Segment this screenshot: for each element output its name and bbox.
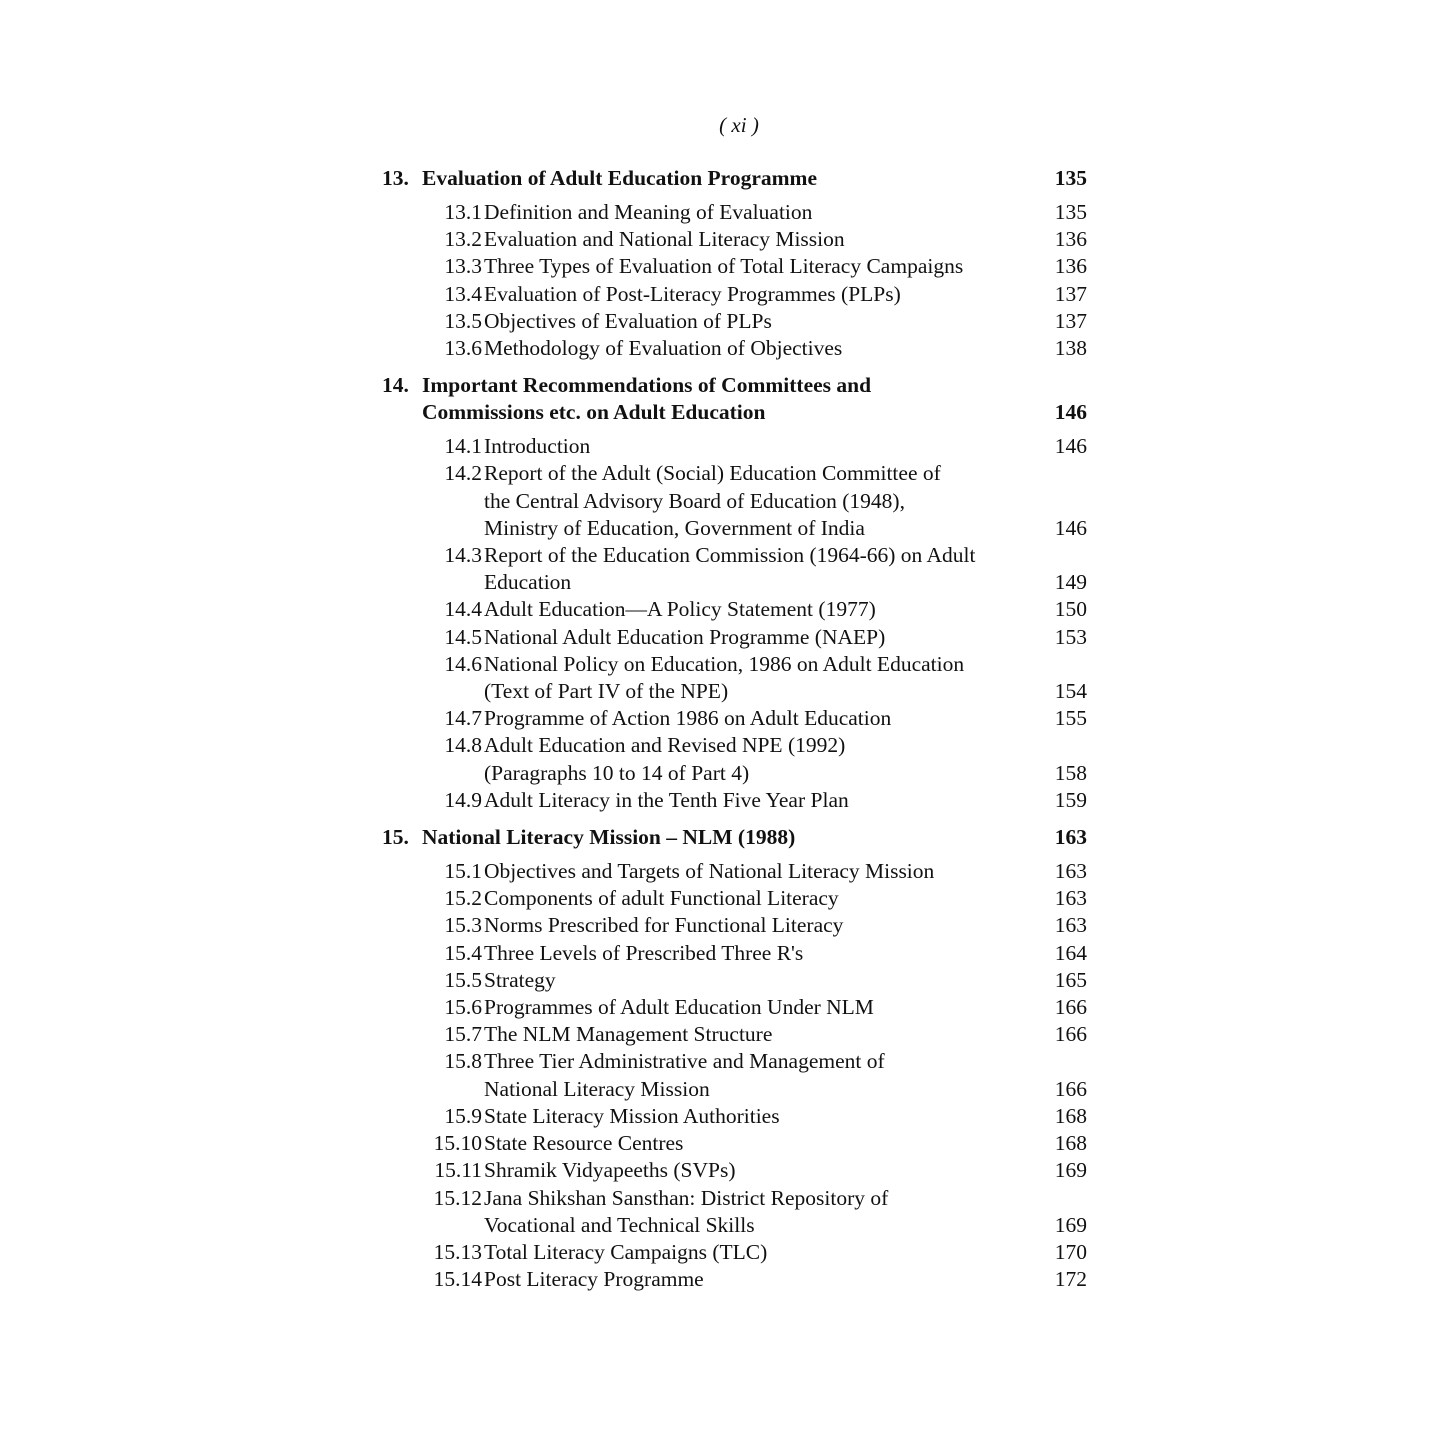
section-number: 13.6 <box>444 336 482 361</box>
section-entry <box>382 705 1087 732</box>
section-page: 137 <box>1054 281 1087 306</box>
chapter-heading <box>382 824 1087 851</box>
section-entry <box>382 433 1087 460</box>
section-page: 163 <box>1054 886 1087 911</box>
section-entry <box>382 967 1087 994</box>
section-page: 170 <box>1054 1239 1087 1264</box>
section-title: Three Tier Administrative and Management of National Literacy Mission <box>484 1049 885 1101</box>
section-entry <box>382 1157 1087 1184</box>
section-title: Three Types of Evaluation of Total Literacy Campaigns <box>484 254 964 279</box>
section-number: 13.1 <box>444 200 482 224</box>
section-number: 14.8 <box>444 733 482 758</box>
section-page: 169 <box>1054 1158 1087 1183</box>
section-title: Methodology of Evaluation of Objectives <box>484 336 843 361</box>
section-title: Norms Prescribed for Functional Literacy <box>484 913 844 938</box>
section-page: 165 <box>1054 967 1087 992</box>
section-page: 155 <box>1054 706 1087 731</box>
section-entry <box>382 732 1087 786</box>
section-entry <box>382 460 1087 542</box>
chapter-block <box>382 165 1087 362</box>
section-page: 137 <box>1054 308 1087 333</box>
chapter-number: 13. <box>382 166 409 190</box>
section-entry <box>382 199 1087 226</box>
section-number: 15.14 <box>433 1267 482 1292</box>
section-entry <box>382 1048 1087 1102</box>
section-number: 13.3 <box>444 254 482 279</box>
section-page: 136 <box>1054 227 1087 252</box>
section-number: 15.3 <box>444 913 482 938</box>
section-number: 14.2 <box>444 461 482 486</box>
section-number: 14.6 <box>444 651 482 676</box>
section-title: Adult Education—A Policy Statement (1977) <box>484 597 876 622</box>
chapter-title: Important Recommendations of Committees and Commissions etc. on Adult Education <box>422 373 872 425</box>
section-entry <box>382 281 1087 308</box>
section-page: 163 <box>1054 913 1087 938</box>
section-entry <box>382 1239 1087 1266</box>
section-page: 166 <box>1054 1022 1087 1047</box>
section-page: 154 <box>1054 679 1087 704</box>
section-number: 15.8 <box>444 1049 482 1074</box>
section-page: 135 <box>1054 200 1087 224</box>
section-title: National Policy on Education, 1986 on Adult Education (Text of Part IV of the NPE) <box>484 651 965 704</box>
section-entry <box>382 1185 1087 1239</box>
section-entry <box>382 335 1087 362</box>
section-page: 146 <box>1054 434 1087 459</box>
section-entry <box>382 994 1087 1021</box>
section-entry <box>382 1021 1087 1048</box>
section-title: Report of the Education Commission (1964-66) on Adult Education <box>484 543 976 595</box>
section-number: 15.9 <box>444 1103 482 1128</box>
section-number: 15.11 <box>434 1158 482 1183</box>
section-title: The NLM Management Structure <box>484 1022 773 1047</box>
section-entry <box>382 1103 1087 1130</box>
section-entry <box>382 596 1087 623</box>
section-title: Objectives of Evaluation of PLPs <box>484 308 772 333</box>
section-title: Three Levels of Prescribed Three R's <box>484 940 804 965</box>
section-page: 164 <box>1054 940 1087 965</box>
section-number: 15.1 <box>444 859 482 884</box>
section-title: Evaluation of Post-Literacy Programmes (PLPs) <box>484 281 901 306</box>
section-title: Evaluation and National Literacy Mission <box>484 227 845 252</box>
section-list <box>382 199 1087 362</box>
section-page: 153 <box>1054 624 1087 649</box>
section-number: 14.1 <box>444 434 482 459</box>
section-title: Total Literacy Campaigns (TLC) <box>484 1239 768 1264</box>
chapter-heading <box>382 372 1087 426</box>
chapter-block <box>382 824 1087 1293</box>
section-page: 146 <box>1054 515 1087 540</box>
section-entry <box>382 624 1087 651</box>
section-number: 13.4 <box>444 281 482 306</box>
section-entry <box>382 858 1087 885</box>
page-number: ( xi ) <box>719 113 759 137</box>
table-of-contents <box>382 165 1087 1293</box>
section-number: 15.5 <box>444 967 482 992</box>
section-page: 168 <box>1054 1131 1087 1156</box>
section-page: 158 <box>1054 760 1087 785</box>
section-list <box>382 858 1087 1293</box>
section-page: 163 <box>1054 859 1087 884</box>
section-page: 149 <box>1054 570 1087 595</box>
chapter-page: 146 <box>1054 400 1087 425</box>
section-title: Programme of Action 1986 on Adult Education <box>484 706 892 731</box>
section-number: 15.10 <box>433 1131 482 1156</box>
section-entry <box>382 253 1087 280</box>
section-number: 14.9 <box>444 787 482 812</box>
section-page: 136 <box>1054 254 1087 279</box>
section-page: 150 <box>1054 597 1087 622</box>
section-title: Post Literacy Programme <box>484 1267 704 1292</box>
section-page: 159 <box>1054 787 1087 812</box>
section-entry <box>382 226 1087 253</box>
section-title: Report of the Adult (Social) Education Committee of the Central Advisory Board of Education (1948), Ministry of Education, Government of India <box>484 461 941 540</box>
section-number: 14.3 <box>444 543 482 568</box>
section-page: 166 <box>1054 1076 1087 1101</box>
section-number: 15.7 <box>444 1022 482 1047</box>
section-title: Adult Literacy in the Tenth Five Year Plan <box>484 787 849 812</box>
section-title: Introduction <box>484 434 591 459</box>
section-entry <box>382 1130 1087 1157</box>
section-page: 166 <box>1054 995 1087 1020</box>
section-number: 14.7 <box>444 706 482 731</box>
chapter-block <box>382 372 1087 814</box>
chapter-number: 14. <box>382 373 409 398</box>
section-title: Programmes of Adult Education Under NLM <box>484 995 874 1020</box>
section-entry <box>382 308 1087 335</box>
section-title: Shramik Vidyapeeths (SVPs) <box>484 1158 736 1183</box>
section-page: 169 <box>1054 1212 1087 1237</box>
section-entry <box>382 912 1087 939</box>
section-number: 15.2 <box>444 886 482 911</box>
section-entry <box>382 1266 1087 1293</box>
section-number: 14.5 <box>444 624 482 649</box>
section-entry <box>382 651 1087 705</box>
section-number: 13.2 <box>444 227 482 252</box>
section-title: Jana Shikshan Sansthan: District Repository of Vocational and Technical Skills <box>484 1185 889 1237</box>
section-title: Components of adult Functional Literacy <box>484 886 839 911</box>
chapter-heading <box>382 165 1087 192</box>
section-title: State Resource Centres <box>484 1131 684 1156</box>
section-title: Objectives and Targets of National Literacy Mission <box>484 859 935 884</box>
section-title: National Adult Education Programme (NAEP) <box>484 624 886 649</box>
section-page: 138 <box>1054 336 1087 361</box>
section-number: 15.13 <box>433 1239 482 1264</box>
section-number: 15.12 <box>433 1185 482 1210</box>
section-title: Adult Education and Revised NPE (1992) (Paragraphs 10 to 14 of Part 4) <box>484 733 846 785</box>
section-number: 15.6 <box>444 995 482 1020</box>
section-entry <box>382 787 1087 814</box>
section-entry <box>382 542 1087 596</box>
section-number: 13.5 <box>444 308 482 333</box>
section-number: 14.4 <box>444 597 482 622</box>
section-page: 168 <box>1054 1103 1087 1128</box>
section-entry <box>382 940 1087 967</box>
chapter-page: 135 <box>1054 166 1087 190</box>
chapter-title: Evaluation of Adult Education Programme <box>422 166 817 190</box>
section-title: State Literacy Mission Authorities <box>484 1103 780 1128</box>
chapter-number: 15. <box>382 825 409 850</box>
chapter-page: 163 <box>1054 825 1087 850</box>
section-page: 172 <box>1054 1267 1087 1292</box>
section-entry <box>382 885 1087 912</box>
section-number: 15.4 <box>444 940 482 965</box>
chapter-title: National Literacy Mission – NLM (1988) <box>422 825 796 850</box>
section-title: Definition and Meaning of Evaluation <box>484 200 813 224</box>
section-list <box>382 433 1087 814</box>
section-title: Strategy <box>484 967 556 992</box>
